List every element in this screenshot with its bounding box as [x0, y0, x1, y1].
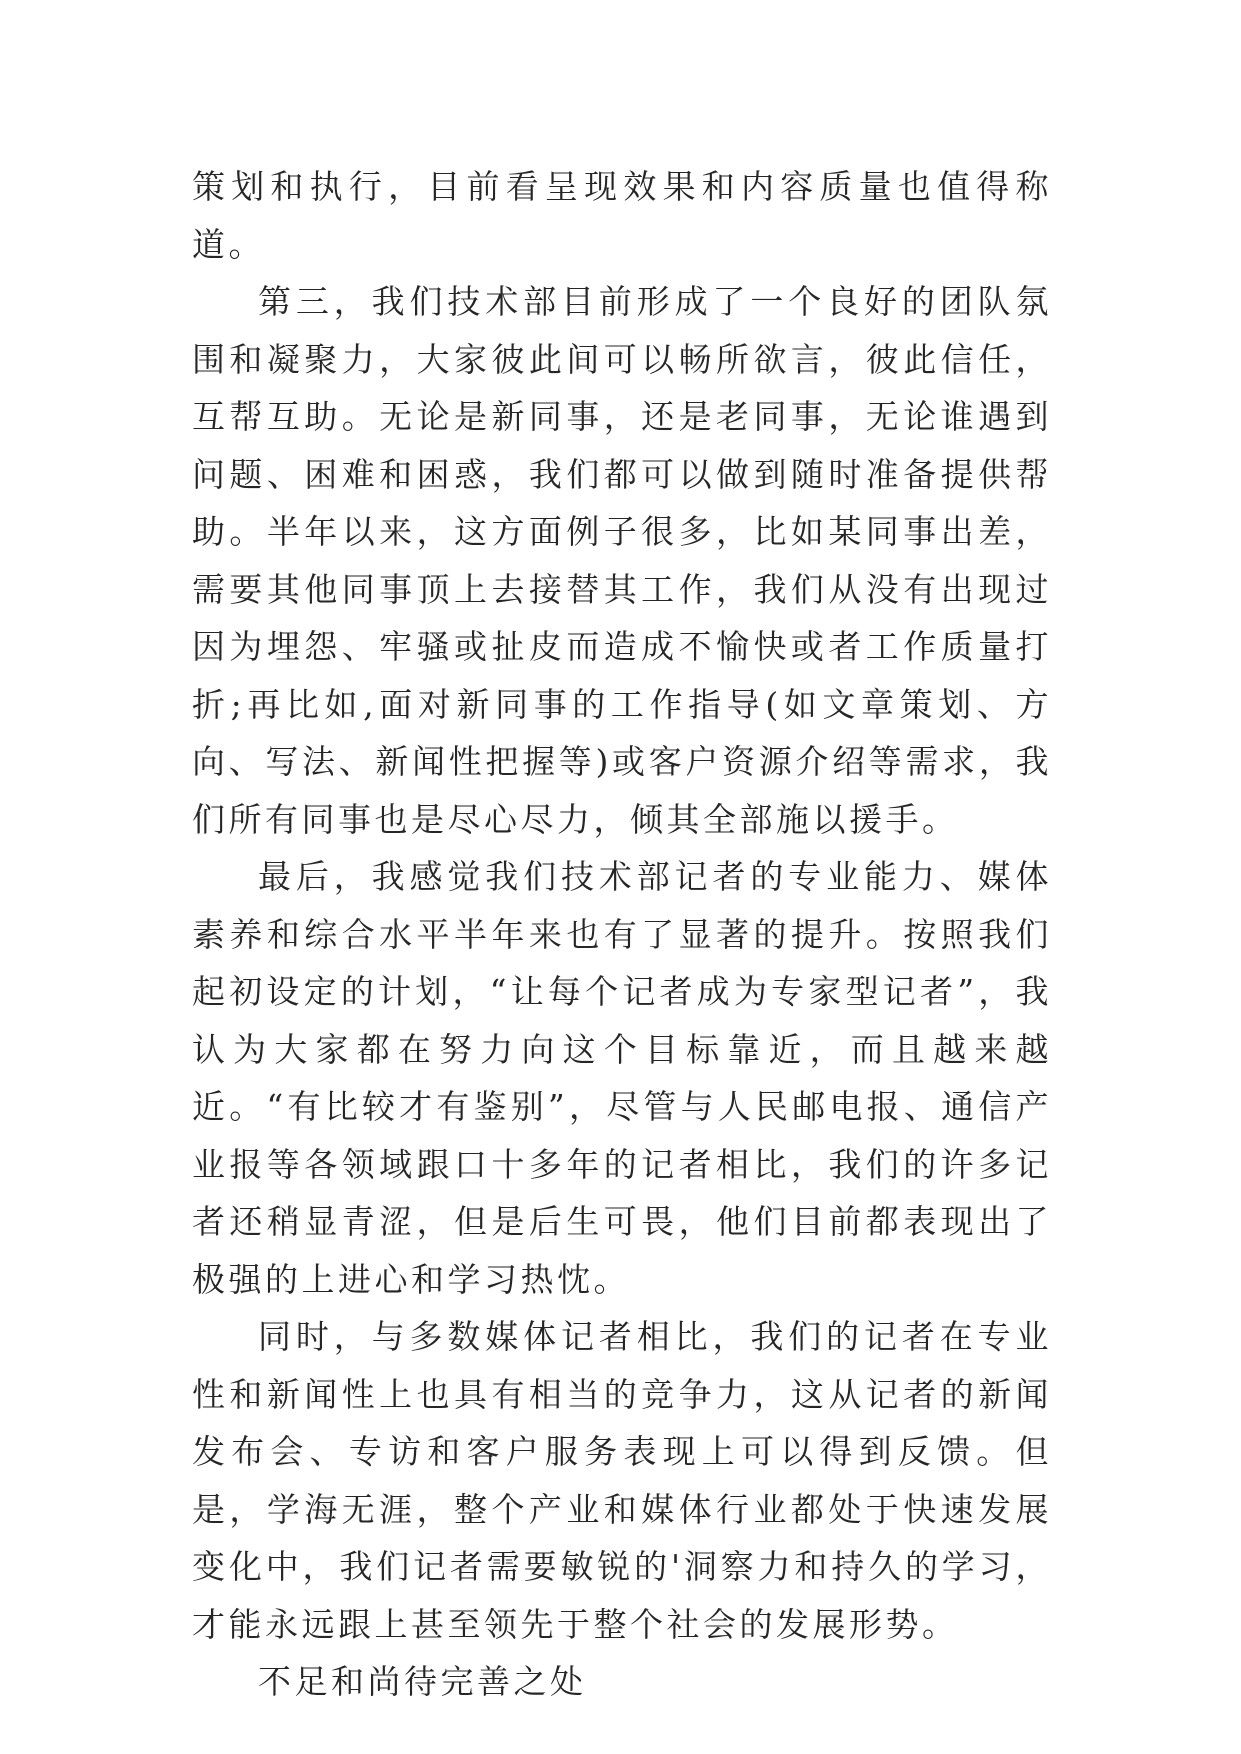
paragraph-last-point: 最后，我感觉我们技术部记者的专业能力、媒体素养和综合水平半年来也有了显著的提升。按照我们起初设定的计划，“让每个记者成为专家型记者”，我认为大家都在努力向这个目标靠近，而且越来越近。“有比较才有鉴别”，尽管与人民邮电报、通信产业报等各领域跟口十多年的记者相比，我们的许多记者还稍显青涩，但是后生可畏，他们目前都表现出了极强的上进心和学习热忱。 [192, 857, 1052, 1299]
document-body [192, 158, 1052, 1711]
paragraph-continuation: 策划和执行，目前看呈现效果和内容质量也值得称道。 [192, 167, 1052, 264]
paragraph-third-point: 第三，我们技术部目前形成了一个良好的团队氛围和凝聚力，大家彼此间可以畅所欲言，彼此信任，互帮互助。无论是新同事，还是老同事，无论谁遇到问题、困难和困惑，我们都可以做到随时准备提供帮助。半年以来，这方面例子很多，比如某同事出差，需要其他同事顶上去接替其工作，我们从没有出现过因为埋怨、牢骚或扯皮而造成不愉快或者工作质量打折;再比如,面对新同事的工作指导(如文章策划、方向、写法、新闻性把握等)或客户资源介绍等需求，我们所有同事也是尽心尽力，倾其全部施以援手。 [192, 282, 1052, 839]
section-heading-shortcomings: 不足和尚待完善之处 [258, 1662, 587, 1701]
paragraph-competitiveness: 同时，与多数媒体记者相比，我们的记者在专业性和新闻性上也具有相当的竞争力，这从记者的新闻发布会、专访和客户服务表现上可以得到反馈。但是，学海无涯，整个产业和媒体行业都处于快速发展变化中，我们记者需要敏锐的'洞察力和持久的学习，才能永远跟上甚至领先于整个社会的发展形势。 [192, 1317, 1052, 1644]
